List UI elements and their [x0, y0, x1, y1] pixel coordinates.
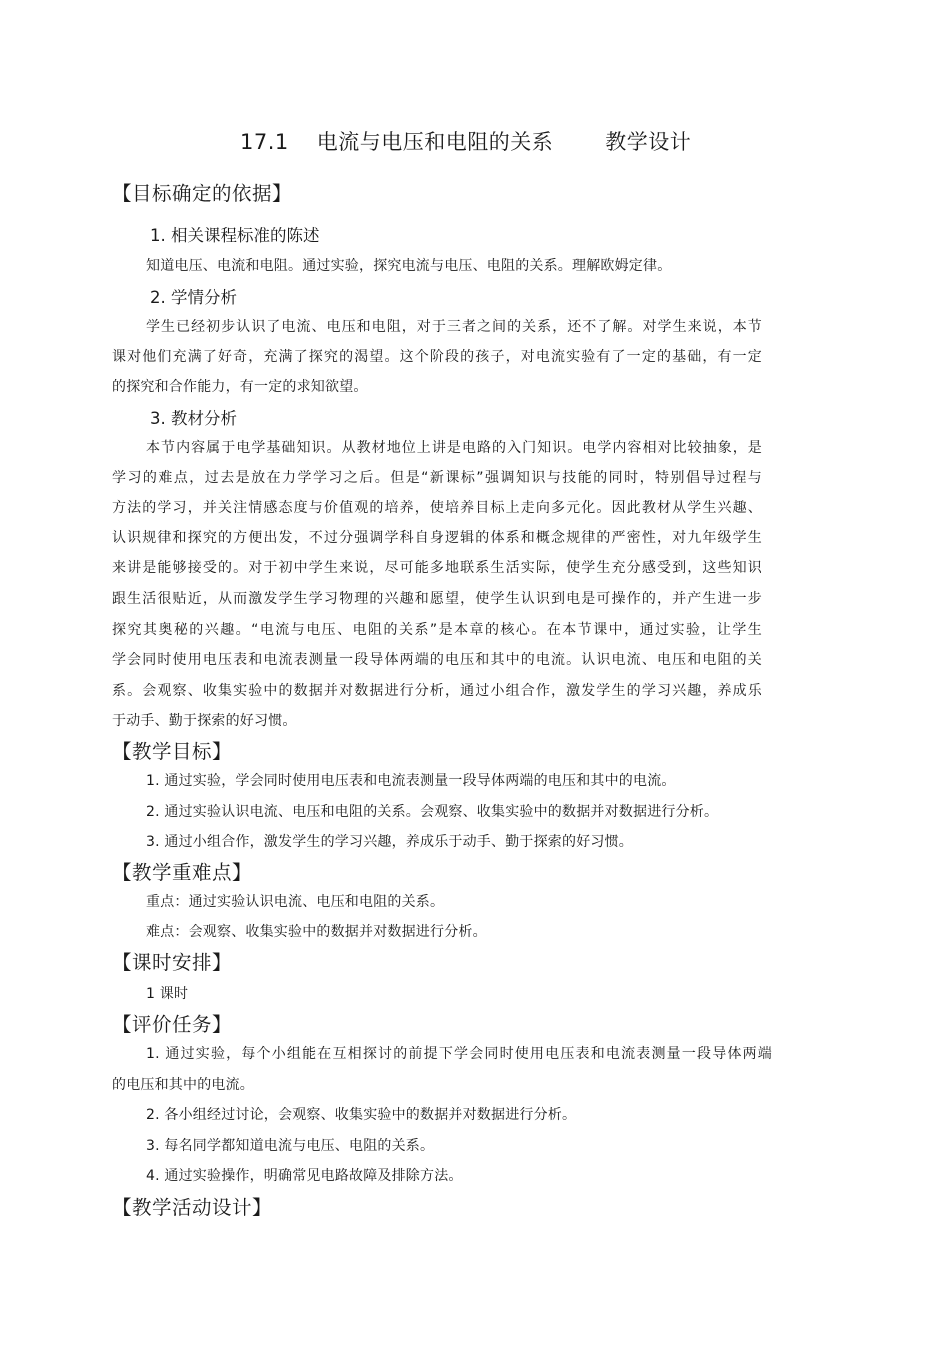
subheading-learner: 2. 学情分析 [150, 288, 237, 307]
textbook-line: 学会同时使用电压表和电流表测量一段导体两端的电压和其中的电流。认识电流、电压和电阻的关 [112, 652, 762, 668]
textbook-line: 方法的学习，并关注情感态度与价值观的培养，使培养目标上走向多元化。因此教材从学生兴趣、 [112, 500, 762, 516]
title-suffix: 教学设计 [605, 130, 692, 154]
section-heading-schedule: 【课时安排】 [112, 951, 233, 974]
textbook-line: 本节内容属于电学基础知识。从教材地位上讲是电路的入门知识。电学内容相对比较抽象，是 [146, 440, 762, 456]
title-number: 17.1 [240, 130, 289, 154]
evaluation-item-line: 的电压和其中的电流。 [112, 1077, 254, 1093]
subheading-textbook: 3. 教材分析 [150, 409, 237, 428]
textbook-line: 探究其奥秘的兴趣。“电流与电压、电阻的关系”是本章的核心。在本节课中，通过实验，让学生 [112, 622, 762, 638]
section-heading-basis: 【目标确定的依据】 [112, 182, 293, 205]
keypoint-item: 重点：通过实验认识电流、电压和电阻的关系。 [146, 894, 445, 910]
learner-line: 学生已经初步认识了电流、电压和电阻，对于三者之间的关系，还不了解。对学生来说，本节 [146, 319, 762, 335]
keypoint-item: 难点：会观察、收集实验中的数据并对数据进行分析。 [146, 924, 487, 940]
document-title [240, 126, 691, 156]
objective-item: 1. 通过实验，学会同时使用电压表和电流表测量一段导体两端的电压和其中的电流。 [146, 773, 676, 789]
evaluation-item: 2. 各小组经过讨论，会观察、收集实验中的数据并对数据进行分析。 [146, 1107, 577, 1123]
curriculum-text: 知道电压、电流和电阻。通过实验，探究电流与电压、电阻的关系。理解欧姆定律。 [146, 258, 672, 274]
learner-line: 的探究和合作能力，有一定的求知欲望。 [112, 379, 368, 395]
subheading-curriculum: 1. 相关课程标准的陈述 [150, 226, 320, 245]
section-heading-activities: 【教学活动设计】 [112, 1196, 273, 1219]
evaluation-item-line: 1. 通过实验，每个小组能在互相探讨的前提下学会同时使用电压表和电流表测量一段导体两端 [146, 1046, 772, 1062]
textbook-line: 来讲是能够接受的。对于初中学生来说，尽可能多地联系生活实际，使学生充分感受到，这些知识 [112, 560, 762, 576]
learner-line: 课对他们充满了好奇，充满了探究的渴望。这个阶段的孩子，对电流实验有了一定的基础，有一定 [112, 349, 762, 365]
evaluation-item: 4. 通过实验操作，明确常见电路故障及排除方法。 [146, 1168, 463, 1184]
textbook-line: 系。会观察、收集实验中的数据并对数据进行分析，通过小组合作，激发学生的学习兴趣，养成乐 [112, 683, 762, 699]
objective-item: 2. 通过实验认识电流、电压和电阻的关系。会观察、收集实验中的数据并对数据进行分析。 [146, 804, 719, 820]
textbook-line: 学习的难点，过去是放在力学学习之后。但是“新课标”强调知识与技能的同时，特别倡导过程与 [112, 470, 762, 486]
section-heading-keypoints: 【教学重难点】 [112, 861, 253, 884]
schedule-text: 1 课时 [146, 986, 189, 1002]
objective-item: 3. 通过小组合作，激发学生的学习兴趣，养成乐于动手、勤于探索的好习惯。 [146, 834, 634, 850]
textbook-line: 认识规律和探究的方便出发，不过分强调学科自身逻辑的体系和概念规律的严密性，对九年级学生 [112, 530, 762, 546]
section-heading-evaluation: 【评价任务】 [112, 1013, 233, 1036]
textbook-line: 跟生活很贴近，从而激发学生学习物理的兴趣和愿望，使学生认识到电是可操作的，并产生进一步 [112, 591, 762, 607]
title-main: 电流与电压和电阻的关系 [316, 130, 554, 154]
section-heading-objectives: 【教学目标】 [112, 740, 233, 763]
evaluation-item: 3. 每名同学都知道电流与电压、电阻的关系。 [146, 1138, 435, 1154]
textbook-line: 于动手、勤于探索的好习惯。 [112, 713, 297, 729]
